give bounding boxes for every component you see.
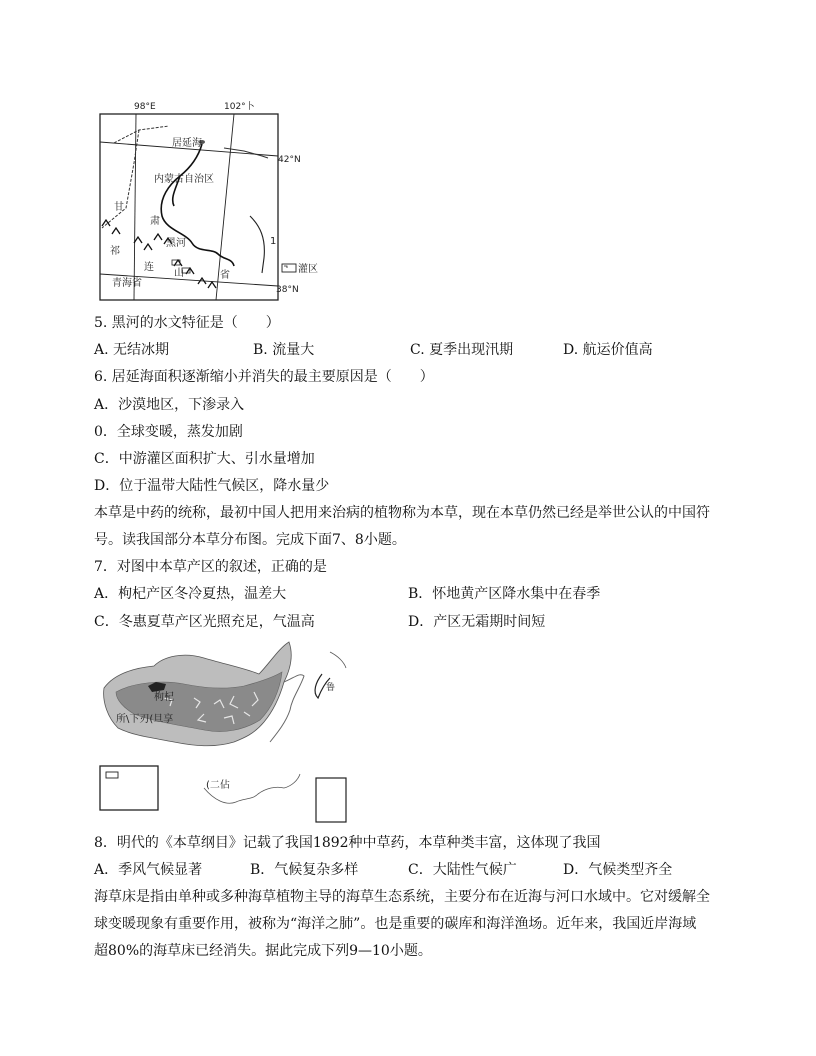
heihe-basin-map <box>94 98 344 308</box>
map1-label-1: 1 <box>270 236 277 247</box>
map2-label-gouqi: 枸杞 <box>154 692 174 703</box>
passage2-line1: 海草床是指由单种或多种海草植物主导的海草生态系统，主要分布在近海与河口水域中。它对缓解全 <box>94 889 710 905</box>
herb-distribution-map <box>94 638 364 830</box>
map2-south-sea-inset <box>316 778 346 822</box>
q5-option-b: B. 流量大 <box>253 342 315 358</box>
q6-stem: 6. 居延海面积逐渐缩小并消失的最主要原因是（ ） <box>94 369 434 385</box>
map1-label-su: 肃 <box>150 216 160 227</box>
q8-stem: 8．明代的《本草纲目》记载了我国1892种中草药，本草种类丰富，这体现了我国 <box>94 835 601 851</box>
passage2-line3: 超80%的海草床已经消失。据此完成下列9—10小题。 <box>94 943 432 959</box>
map1-tributary <box>250 216 264 273</box>
map2-coast-north <box>330 652 346 668</box>
map1-label-lian: 连 <box>144 262 154 273</box>
map2-legend-box <box>100 766 158 810</box>
map1-legend-swatch <box>282 264 296 272</box>
map2-label-lu: 鲁 <box>326 683 336 693</box>
map2-label-dongchong: 所\下刃(旦享 <box>116 714 174 725</box>
map1-lat-bottom: 38°N <box>276 285 299 295</box>
q5-stem: 5. 黑河的水文特征是（ ） <box>94 315 280 331</box>
q6-option-b: 0．全球变暖，蒸发加剧 <box>94 424 243 440</box>
q7-stem: 7．对图中本草产区的叙述，正确的是 <box>94 559 327 575</box>
q5-option-c: C. 夏季出现汛期 <box>410 342 514 358</box>
map1-label-lake: 居延海 <box>172 138 202 149</box>
q8-option-a: A．季风气候显著 <box>94 862 203 878</box>
q7-option-c: C．冬惠夏草产区光照充足，气温高 <box>94 614 315 630</box>
map1-label-inner-mongolia: 内蒙古自治区 <box>154 174 214 185</box>
map1-label-heihe: 黑河 <box>166 238 186 249</box>
map1-label-shan: 山 <box>174 268 184 279</box>
map2-legend-swatch <box>106 772 118 778</box>
map1-lat-top: 42°N <box>278 155 301 165</box>
map1-label-qinghai: 青海省 <box>112 278 142 289</box>
q8-option-d: D．气候类型齐全 <box>563 862 673 878</box>
passage1-line1: 本草是中药的统称，最初中国人把用来治病的植物称为本草，现在本草仍然已经是举世公认的中国符 <box>94 505 710 521</box>
q6-option-d: D．位于温带大陆性气候区，降水量少 <box>94 478 330 494</box>
map1-lon-right: 102°卜 <box>224 102 255 112</box>
map1-meridian-98 <box>134 114 136 300</box>
q7-option-a: A．枸杞产区冬冷夏热，温差大 <box>94 586 287 602</box>
q5-option-a: A. 无结冰期 <box>94 342 170 358</box>
q8-option-b: B．气候复杂多样 <box>250 862 359 878</box>
q6-option-a: A．沙漠地区，下渗录入 <box>94 397 245 413</box>
map2-label-bottom: (二佔 <box>206 780 230 791</box>
map1-label-gan: 甘 <box>114 202 124 213</box>
passage1-line2: 号。读我国部分本草分布图。完成下面7、8小题。 <box>94 532 406 548</box>
q7-option-b: B．怀地黄产区降水集中在春季 <box>408 586 601 602</box>
q7-option-d: D．产区无霜期时间短 <box>408 614 546 630</box>
map1-label-qi: 祁 <box>110 246 120 257</box>
map1-legend-label: 灌区 <box>298 264 318 275</box>
q6-option-c: C．中游灌区面积扩大、引水量增加 <box>94 451 315 467</box>
q5-option-d: D. 航运价值高 <box>563 342 653 358</box>
map1-label-sheng: 省 <box>220 270 230 281</box>
passage2-line2: 球变暖现象有重要作用，被称为“海洋之肺”。也是重要的碳库和海洋渔场。近年来，我国近岸海域 <box>94 916 697 932</box>
q8-option-c: C．大陆性气候广 <box>408 862 517 878</box>
map1-legend-swatch-inner <box>284 266 287 268</box>
map1-lon-left: 98°E <box>134 102 156 112</box>
